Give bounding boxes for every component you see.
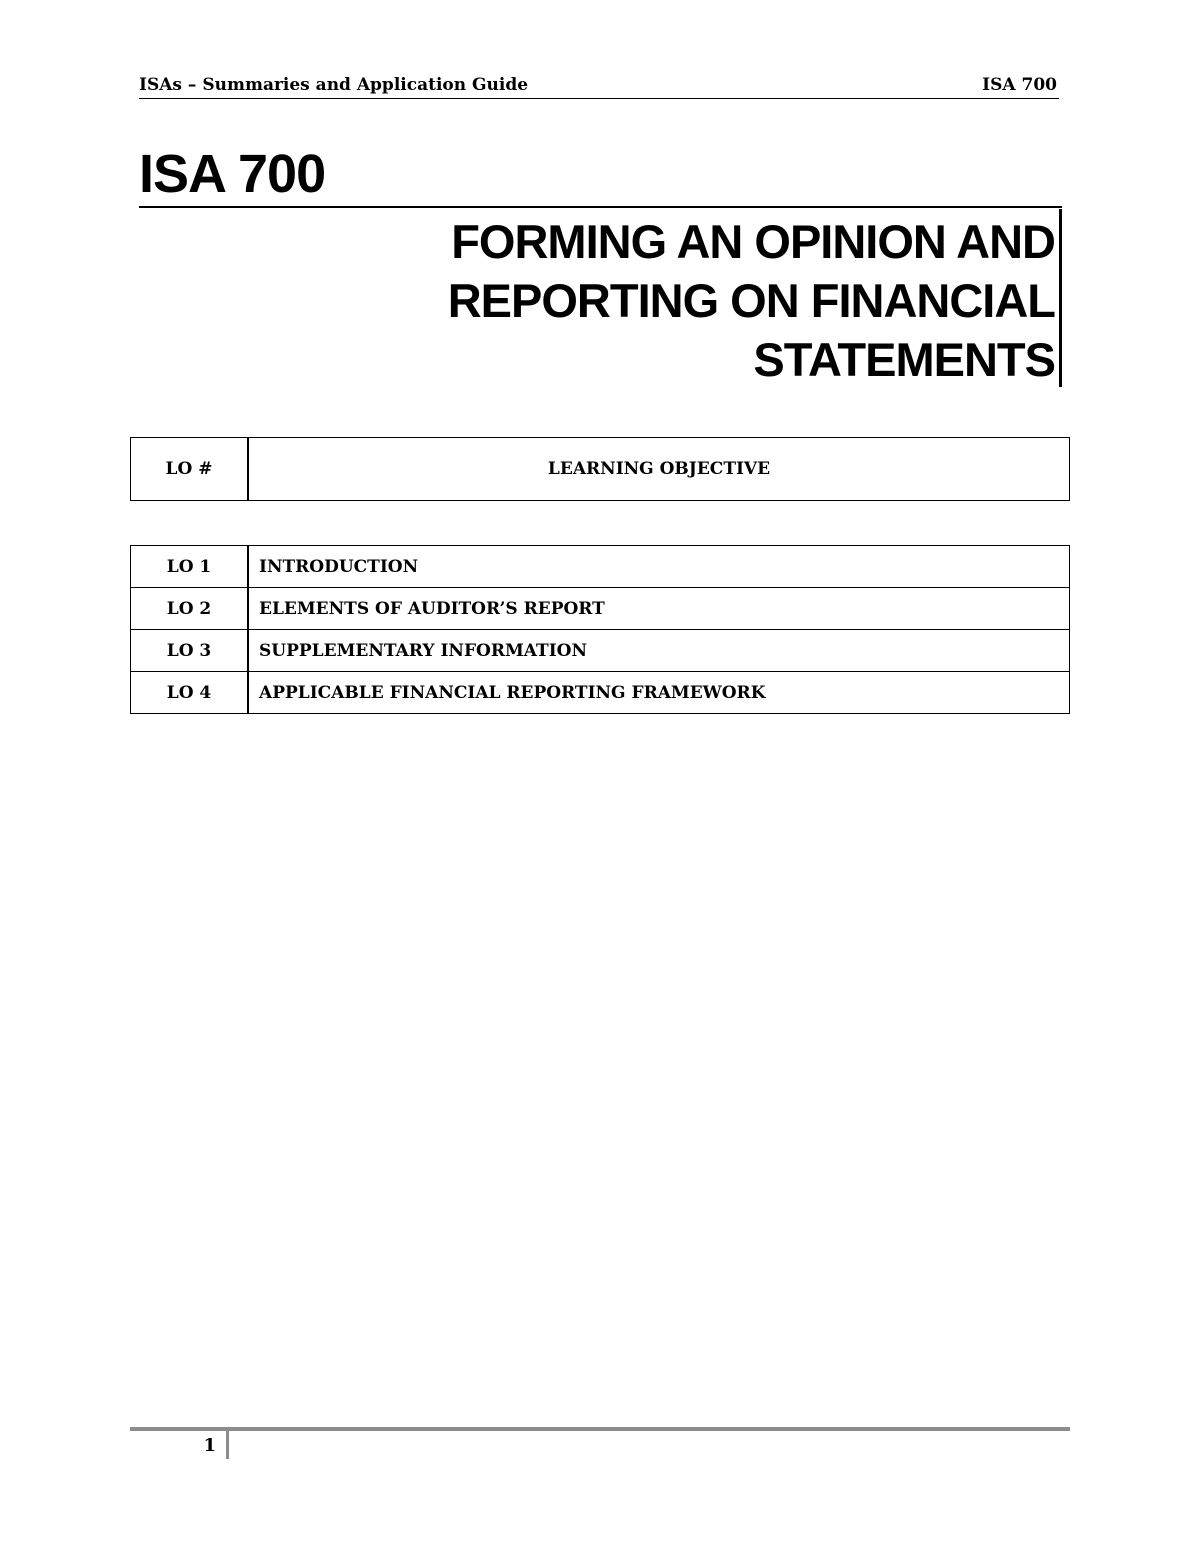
lo-description: ELEMENTS OF AUDITOR’S REPORT [248,588,1070,630]
chapter-subtitle [342,209,1062,387]
table-row [131,630,1070,672]
page-header [139,72,1059,99]
lo-number: LO 2 [131,588,249,630]
table-row [131,672,1070,714]
table-header-row [131,438,1070,501]
subtitle-line: FORMING AN OPINION AND [451,215,1055,268]
subtitle-line: STATEMENTS [753,333,1055,386]
lo-description: SUPPLEMENTARY INFORMATION [248,630,1070,672]
header-section-label: ISA 700 [982,75,1057,95]
lo-number: LO 3 [131,630,249,672]
table-row [131,546,1070,588]
table-row [131,588,1070,630]
subtitle-line: REPORTING ON FINANCIAL [447,274,1055,327]
lo-number: LO 4 [131,672,249,714]
page-number: 1 [203,1435,216,1456]
footer-rule [130,1427,1070,1431]
lo-number-header: LO # [131,438,249,501]
lo-description: APPLICABLE FINANCIAL REPORTING FRAMEWORK [248,672,1070,714]
page-title: ISA 700 [139,144,326,204]
lo-description: INTRODUCTION [248,546,1070,588]
page-number-divider [226,1431,229,1459]
objectives-header-table [130,437,1070,501]
lo-number: LO 1 [131,546,249,588]
header-document-title: ISAs – Summaries and Application Guide [139,75,529,95]
title-rule [139,206,1062,208]
learning-objective-header: LEARNING OBJECTIVE [248,438,1070,501]
objectives-table [130,545,1070,714]
